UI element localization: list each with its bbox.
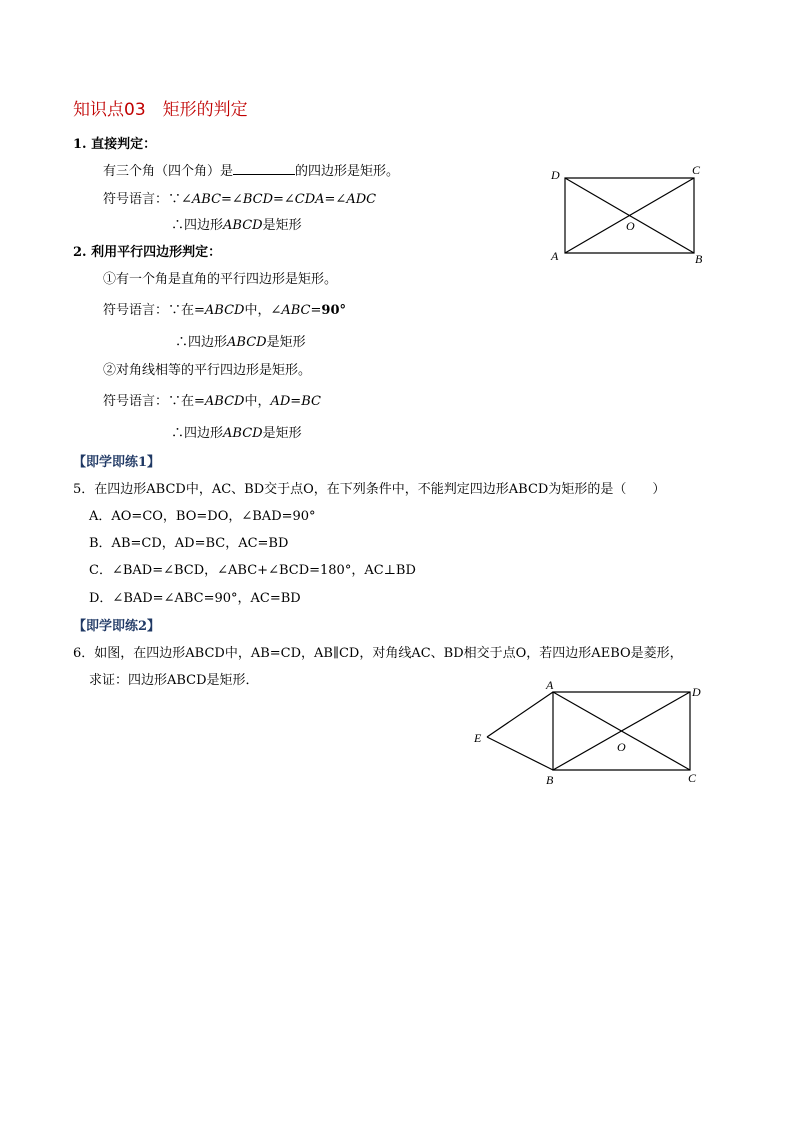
label2-C: C [688, 771, 697, 785]
label-O: O [626, 219, 635, 233]
label2-B: B [546, 773, 554, 787]
s1-symbol-expr: ∠ABC=∠BCD=∠CDA=∠ADC [181, 192, 377, 207]
rhombus-side-eb [487, 737, 553, 770]
s2-conclusion1 [175, 331, 306, 350]
s1-heading: 1. 直接判定： [73, 137, 157, 152]
label-B: B [695, 252, 703, 266]
s2-sym1-name: =ABCD [194, 303, 245, 318]
s1-concl-a: ∴四边形 [171, 218, 224, 233]
s1-symbol-label: 符号语言：∵ [103, 192, 182, 207]
label2-O: O [617, 740, 626, 754]
practice1-label: 【即学即练1】 [73, 455, 161, 470]
fill-blank [233, 162, 295, 175]
s2-sym1-a: 符号语言：∵在 [103, 303, 195, 318]
label-D: D [551, 168, 560, 182]
practice2-question-line1: 6．如图，在四边形ABCD中，AB=CD，AB∥CD，对角线AC、BD相交于点O，若四边形AEBO是菱形， [73, 646, 683, 661]
s2-symbol-line1 [103, 299, 346, 318]
diagonal-bd [565, 178, 694, 253]
diagonal2-ac [553, 692, 690, 770]
section-title: 知识点03 矩形的判定 [73, 100, 248, 120]
s1-conclusion [171, 214, 302, 233]
s2-concl1-a: ∴四边形 [175, 335, 228, 350]
s1-concl-b: 是矩形 [262, 218, 302, 233]
s2-sym2-a: 符号语言：∵在 [103, 394, 195, 409]
s2-sym2-c: AD=BC [270, 394, 321, 409]
s2-concl1-name: ABCD [227, 335, 267, 350]
s2-concl1-b: 是矩形 [266, 335, 306, 350]
s1-concl-name: ABCD [223, 218, 263, 233]
rect-outline [565, 178, 694, 253]
diagonal2-bd [553, 692, 690, 770]
s2-concl2-name: ABCD [223, 426, 263, 441]
label-C: C [692, 163, 701, 177]
option-a: A．AO=CO，BO=DO，∠BAD=90° [89, 509, 316, 524]
label-A: A [551, 249, 559, 263]
s2-sym1-c: ∠ABC= [270, 303, 322, 318]
option-c: C．∠BAD=∠BCD，∠ABC+∠BCD=180°，AC⊥BD [89, 563, 416, 578]
s1-def-part2: 的四边形是矩形。 [295, 164, 400, 179]
practice2-question-line2: 求证：四边形ABCD是矩形． [89, 673, 259, 688]
s1-definition [103, 160, 399, 179]
label2-A: A [546, 678, 554, 692]
s2-conclusion2 [171, 422, 302, 441]
practice2-label: 【即学即练2】 [73, 619, 161, 634]
diagonal-ac [565, 178, 694, 253]
s2-sym1-b: 中， [244, 303, 271, 318]
s2-sym2-name: =ABCD [194, 394, 245, 409]
s1-def-part1: 有三个角（四个角）是 [103, 164, 234, 179]
label2-D: D [692, 685, 701, 699]
s2-item2: ②对角线相等的平行四边形是矩形。 [103, 363, 312, 378]
option-b: B．AB=CD，AD=BC，AC=BD [89, 536, 289, 551]
s2-heading: 2. 利用平行四边形判定： [73, 245, 222, 260]
s2-sym1-d: 90° [321, 303, 346, 318]
s1-symbol-line [103, 188, 376, 207]
s2-concl2-b: 是矩形 [262, 426, 302, 441]
s2-concl2-a: ∴四边形 [171, 426, 224, 441]
rect2-outline [553, 692, 690, 770]
s2-symbol-line2 [103, 390, 321, 409]
s2-sym2-b: 中， [244, 394, 271, 409]
s2-item1: ①有一个角是直角的平行四边形是矩形。 [103, 272, 338, 287]
rhombus-side-ae [487, 692, 553, 737]
practice1-question: 5．在四边形ABCD中，AC、BD交于点O，在下列条件中，不能判定四边形ABCD为矩形的是（ ） [73, 482, 666, 497]
option-d: D．∠BAD=∠ABC=90°，AC=BD [89, 591, 301, 606]
label2-E: E [474, 731, 482, 745]
